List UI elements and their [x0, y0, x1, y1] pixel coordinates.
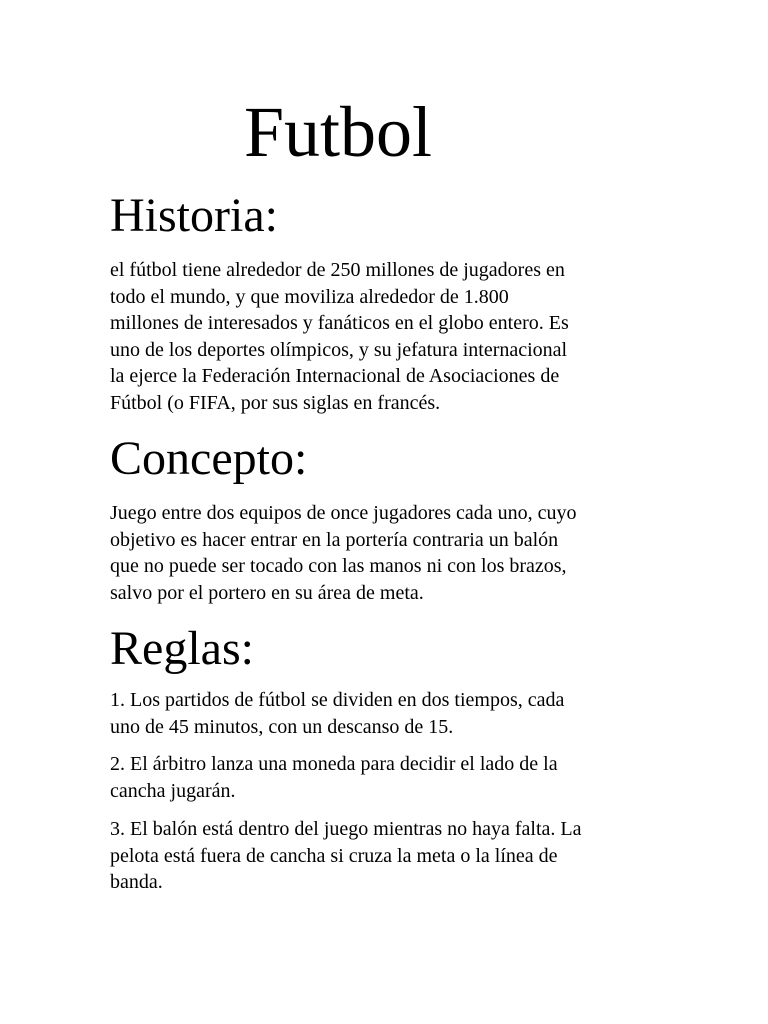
rule-item-2 [110, 751, 670, 804]
text-line: todo el mundo, y que moviliza alrededor de 1.800 [110, 285, 509, 308]
text-line: objetivo es hacer entrar en la portería contraria un balón [110, 528, 559, 551]
text-line: uno de 45 minutos, con un descanso de 15. [110, 715, 454, 738]
text-line: uno de los deportes olímpicos, y su jefatura internacional [110, 338, 568, 361]
text-line: 2. El árbitro lanza una moneda para decidir el lado de la [110, 753, 558, 775]
text-line: la ejerce la Federación Internacional de Asociaciones de [110, 365, 560, 387]
text-line: el fútbol tiene alrededor de 250 millones de jugadores en [110, 259, 565, 281]
paragraph-historia [110, 257, 670, 416]
text-line: Fútbol (o FIFA, por sus siglas en francés. [110, 391, 441, 414]
text-line: Juego entre dos equipos de once jugadores cada uno, cuyo [110, 502, 577, 524]
paragraph-concepto [110, 500, 670, 606]
rule-item-1 [110, 687, 670, 740]
text-line: banda. [110, 871, 163, 893]
text-line: cancha jugarán. [110, 779, 236, 802]
text-line: que no puede ser tocado con las manos ni con los brazos, [110, 555, 567, 577]
text-line: 1. Los partidos de fútbol se dividen en dos tiempos, cada [110, 689, 565, 711]
rule-item-3 [110, 816, 670, 896]
section-heading-concepto: Concepto: [110, 432, 308, 485]
text-line: salvo por el portero en su área de meta. [110, 581, 424, 604]
text-line: 3. El balón está dentro del juego mientras no haya falta. La [110, 818, 582, 840]
section-heading-reglas: Reglas: [110, 622, 254, 675]
text-line: pelota está fuera de cancha si cruza la meta o la línea de [110, 844, 558, 867]
text-line: millones de interesados y fanáticos en el globo entero. Es [110, 312, 569, 334]
section-heading-historia: Historia: [110, 189, 278, 242]
page-title: Futbol [244, 92, 433, 172]
